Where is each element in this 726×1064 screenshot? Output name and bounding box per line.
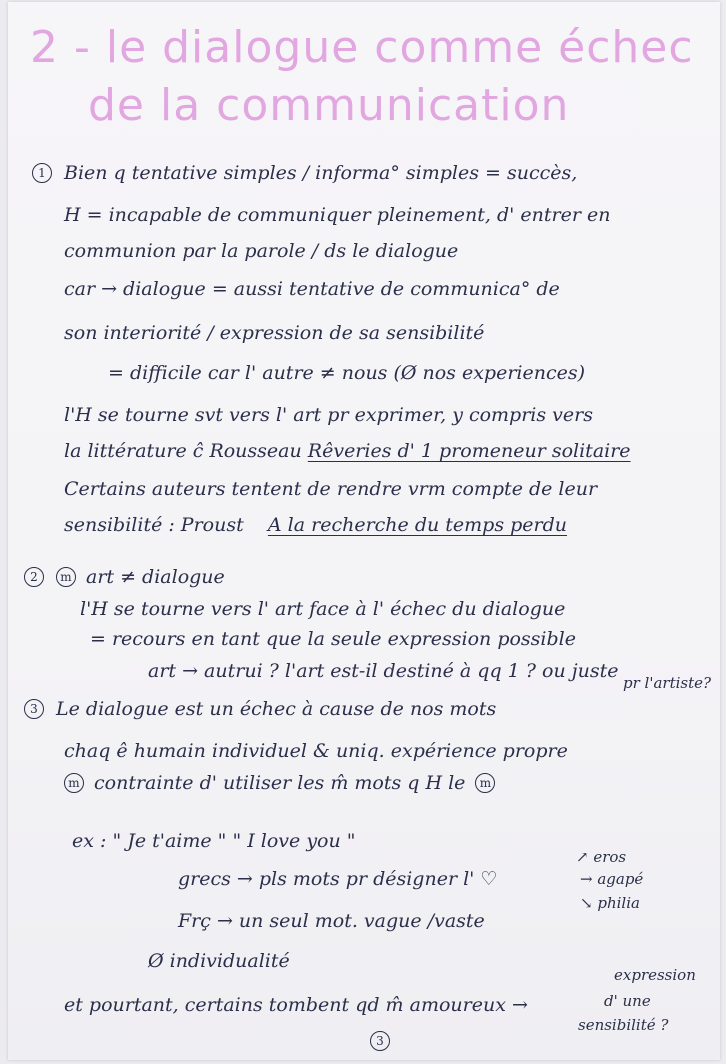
page-number: 3 <box>370 1030 390 1052</box>
section2-line1: 2 m art ≠ dialogue <box>24 566 225 588</box>
section3-grecs: grecs → pls mots pr désigner l' ♡ <box>178 868 498 890</box>
section2-line2: l'H se tourne vers l' art face à l' échec du dialogue <box>80 598 566 620</box>
section3-line3: m contrainte d' utiliser les m̂ mots q H le m <box>64 772 507 794</box>
section1-line4: car → dialogue = aussi tentative de communica° de <box>64 278 560 300</box>
expression-3: sensibilité ? <box>578 1016 669 1034</box>
section1-line9: Certains auteurs tentent de rendre vrm compte de leur <box>64 478 598 500</box>
philia-label: ↘ philia <box>580 894 640 912</box>
section3-example: ex : " Je t'aime " " I love you " <box>72 830 356 852</box>
agape-label: → agapé <box>580 870 644 888</box>
section-marker: 1 <box>32 163 52 183</box>
section2-line3: = recours en tant que la seule expression possible <box>90 628 576 650</box>
section1-line10: sensibilité : Proust A la recherche du temps perdu <box>64 514 567 536</box>
section1-line6: = difficile car l' autre ≠ nous (Ø nos experiences) <box>108 362 586 384</box>
section2-line4-note: pr l'artiste? <box>623 674 712 692</box>
page-title: 2 - le dialogue comme échec <box>30 22 694 73</box>
section1-line7: l'H se tourne svt vers l' art pr exprimer, y compris vers <box>64 404 593 426</box>
notebook-page <box>8 2 720 1060</box>
section-marker: 2 <box>24 567 44 587</box>
section3-frc: Frç → un seul mot. vague /vaste <box>178 910 485 932</box>
expression-2: d' une <box>604 992 651 1010</box>
section3-indiv: Ø individualité <box>148 950 290 972</box>
section3-line1: 3 Le dialogue est un échec à cause de nos mots <box>24 698 496 720</box>
eros-label: ↗ eros <box>576 848 627 866</box>
section1-line5: son interiorité / expression de sa sensibilité <box>64 322 485 344</box>
section1-line1: 1 Bien q tentative simples / informa° simples = succès, <box>32 162 577 184</box>
section1-line3: communion par la parole / ds le dialogue <box>64 240 459 262</box>
section2-line4: art → autrui ? l'art est-il destiné à qq 1 ? ou juste <box>148 660 619 682</box>
expression-1: expression <box>614 966 696 984</box>
page-subtitle: de la communication <box>88 80 570 131</box>
section-marker: 3 <box>24 699 44 719</box>
section1-line8: la littérature ĉ Rousseau Rêveries d' 1 promeneur solitaire <box>64 440 631 462</box>
section1-line2: H = incapable de communiquer pleinement, d' entrer en <box>64 204 611 226</box>
section3-last: et pourtant, certains tombent qd m̂ amoureux → <box>64 994 528 1016</box>
section3-line2: chaq ê humain individuel & uniq. expérience propre <box>64 740 568 762</box>
